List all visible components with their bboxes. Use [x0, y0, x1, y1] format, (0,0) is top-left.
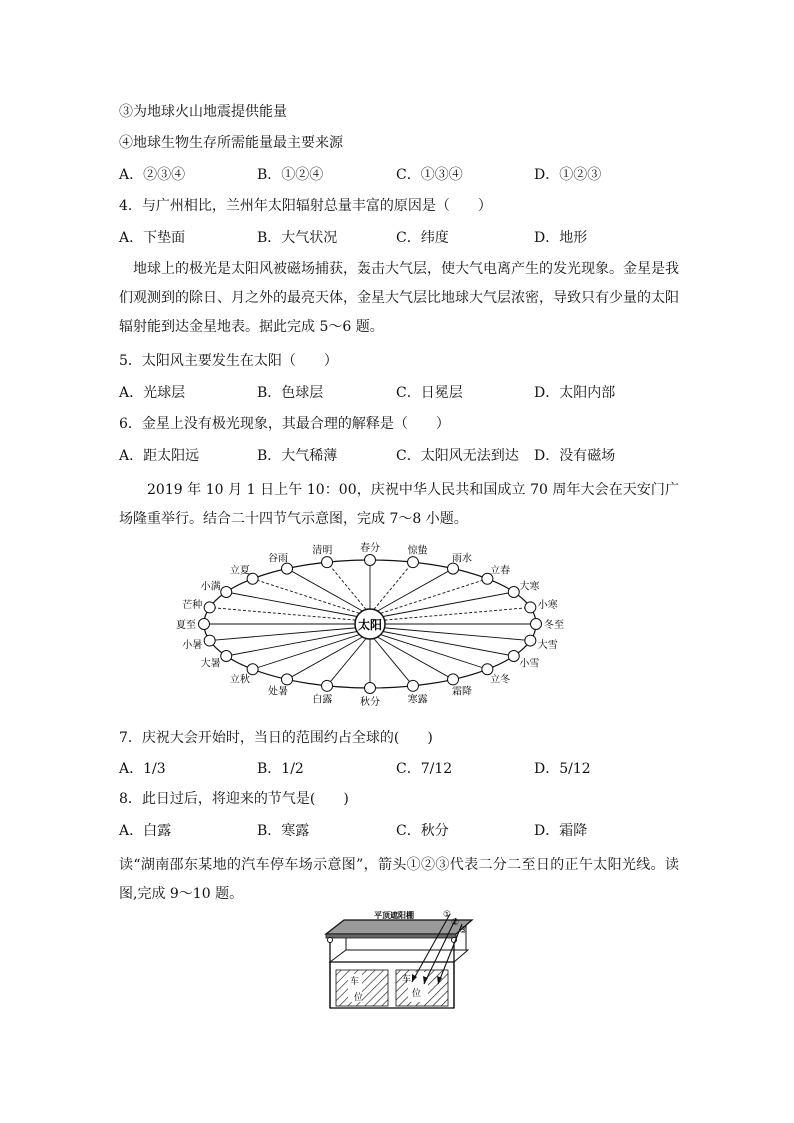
ray-雨水	[378, 569, 454, 611]
q6-stem: 6．金星上没有极光现象，其最合理的解释是（ ）	[119, 416, 450, 432]
term-label: 小雪	[519, 658, 540, 670]
term-label: 立冬	[490, 674, 511, 686]
term-label: 小寒	[537, 600, 558, 612]
term-node-雨水	[448, 563, 459, 574]
q3-option-b: B．①②④	[257, 167, 324, 183]
q3-option-c: C．①③④	[396, 167, 463, 183]
term-label: 立秋	[229, 674, 250, 686]
parking-lot-diagram	[316, 910, 476, 1015]
passage-parking: 读“湖南邵东某地的汽车停车场示意图”，箭头①②③代表二分二至日的正午太阳光线。读图,完成 9～10 题。	[119, 857, 679, 902]
q6-options	[119, 446, 679, 466]
arrow-label-3: ③	[459, 926, 468, 936]
q3-option-d: D．①②③	[534, 167, 602, 183]
passage-aurora: 地球上的极光是太阳风被磁场捕获，轰击大气层，使大气电离产生的发光现象。金星是我们观测到的除日、月之外的最亮天体，金星大气层比地球大气层浓密，导致只有少量的太阳辐射能到达金星地表。据此完成 5～6 题。	[119, 261, 679, 335]
term-label: 大寒	[519, 581, 540, 593]
space-label-che-left: 车	[350, 977, 360, 987]
q6-option-d: D．没有磁场	[534, 448, 616, 464]
q8-options	[119, 821, 679, 841]
term-node-清明	[322, 557, 333, 568]
q8-option-d: D．霜降	[534, 823, 588, 839]
term-node-大雪	[525, 635, 536, 646]
term-label: 秋分	[360, 697, 380, 708]
q7-option-c: C．7/12	[396, 761, 453, 777]
term-label: 小满	[200, 581, 221, 593]
term-node-处暑	[282, 674, 293, 685]
term-label: 霜降	[452, 686, 472, 698]
term-node-小寒	[525, 602, 536, 613]
passage-anniversary: 2019 年 10 月 1 日上午 10：00，庆祝中华人民共和国成立 70 周年大会在天安门广场隆重举行。结合二十四节气示意图，完成 7～8 小题。	[119, 482, 679, 527]
ray-小暑	[210, 628, 356, 641]
q4-option-a: A．下垫面	[119, 230, 186, 246]
term-label: 夏至	[176, 620, 196, 631]
term-label: 惊蛰	[407, 545, 428, 557]
term-label: 春分	[360, 543, 380, 554]
ray-大雪	[384, 628, 530, 641]
space-label-wei-right: 位	[412, 989, 422, 999]
q4-options	[119, 228, 679, 248]
term-node-大暑	[221, 651, 232, 662]
term-node-白露	[322, 680, 333, 691]
term-label: 芒种	[182, 600, 203, 612]
q4-option-d: D．地形	[534, 230, 588, 246]
q5-option-c: C．日冕层	[396, 385, 463, 401]
q8-option-a: A．白露	[119, 823, 172, 839]
ray-立冬	[381, 635, 488, 670]
space-label-wei-left: 位	[354, 993, 364, 1003]
term-node-小雪	[508, 651, 519, 662]
roof-label: 平顶遮阳棚	[374, 911, 414, 920]
ray-小寒	[384, 607, 530, 620]
statement-3: ③为地球火山地震提供能量	[119, 104, 287, 120]
q8-stem: 8．此日过后，将迎来的节气是( )	[119, 791, 349, 807]
q7-stem: 7．庆祝大会开始时，当日的范围约占全球的( )	[119, 730, 433, 746]
term-node-秋分	[365, 683, 376, 694]
term-node-寒露	[407, 680, 418, 691]
term-node-惊蛰	[407, 557, 418, 568]
statement-4: ④地球生物生存所需能量最主要来源	[119, 135, 343, 151]
term-label: 雨水	[452, 553, 472, 565]
arrow-label-2: ②	[451, 918, 460, 928]
term-label: 小暑	[182, 639, 203, 651]
ray-小雪	[383, 632, 514, 657]
q5-options	[119, 383, 679, 403]
term-node-芒种	[204, 602, 215, 613]
q3-option-a: A．②③④	[119, 167, 186, 183]
ray-谷雨	[287, 569, 363, 611]
term-label: 冬至	[544, 620, 564, 631]
ray-处暑	[287, 637, 363, 679]
ray-立夏	[253, 579, 360, 614]
space-label-che-right: 车	[402, 975, 412, 985]
ray-立秋	[253, 635, 360, 670]
q5-stem: 5．太阳风主要发生在太阳（ ）	[119, 353, 338, 369]
q7-option-a: A．1/3	[119, 761, 166, 777]
term-node-大寒	[508, 587, 519, 598]
q7-options	[119, 759, 679, 779]
ray-立春	[381, 579, 488, 614]
term-label: 寒露	[407, 694, 428, 706]
q5-option-b: B．色球层	[257, 385, 324, 401]
ray-大寒	[383, 592, 514, 617]
q7-option-b: B．1/2	[257, 761, 304, 777]
term-node-谷雨	[282, 563, 293, 574]
solar-terms-diagram	[170, 538, 590, 723]
term-label: 立夏	[229, 565, 250, 577]
term-node-小暑	[204, 635, 215, 646]
term-label: 立春	[490, 565, 511, 577]
q6-option-a: A．距太阳远	[119, 448, 200, 464]
term-node-霜降	[448, 674, 459, 685]
term-label: 谷雨	[268, 553, 288, 565]
term-node-立冬	[482, 664, 493, 675]
term-label: 白露	[312, 694, 333, 706]
ray-小满	[226, 592, 357, 617]
term-label: 清明	[312, 545, 333, 557]
q4-option-b: B．大气状况	[257, 230, 338, 246]
q4-option-c: C．纬度	[396, 230, 449, 246]
q6-option-b: B．大气稀薄	[257, 448, 338, 464]
term-label: 大暑	[200, 658, 221, 670]
sun-label: 太阳	[357, 618, 383, 632]
q8-option-c: C．秋分	[396, 823, 449, 839]
term-label: 处暑	[268, 686, 288, 698]
term-node-小满	[221, 587, 232, 598]
q3-options	[119, 165, 679, 185]
q4-stem: 4．与广州相比，兰州年太阳辐射总量丰富的原因是（ ）	[119, 198, 492, 214]
term-node-夏至	[199, 619, 210, 630]
q5-option-a: A．光球层	[119, 385, 186, 401]
term-node-春分	[365, 555, 376, 566]
term-node-冬至	[531, 619, 542, 630]
term-node-立秋	[247, 664, 258, 675]
q5-option-d: D．太阳内部	[534, 385, 616, 401]
q7-option-d: D．5/12	[534, 761, 591, 777]
q8-option-b: B．寒露	[257, 823, 310, 839]
ray-芒种	[210, 607, 356, 620]
arrow-label-1: ①	[443, 910, 452, 920]
ray-大暑	[226, 632, 357, 657]
q6-option-c: C．太阳风无法到达	[396, 448, 519, 464]
ray-霜降	[378, 637, 454, 679]
term-label: 大雪	[537, 639, 558, 651]
